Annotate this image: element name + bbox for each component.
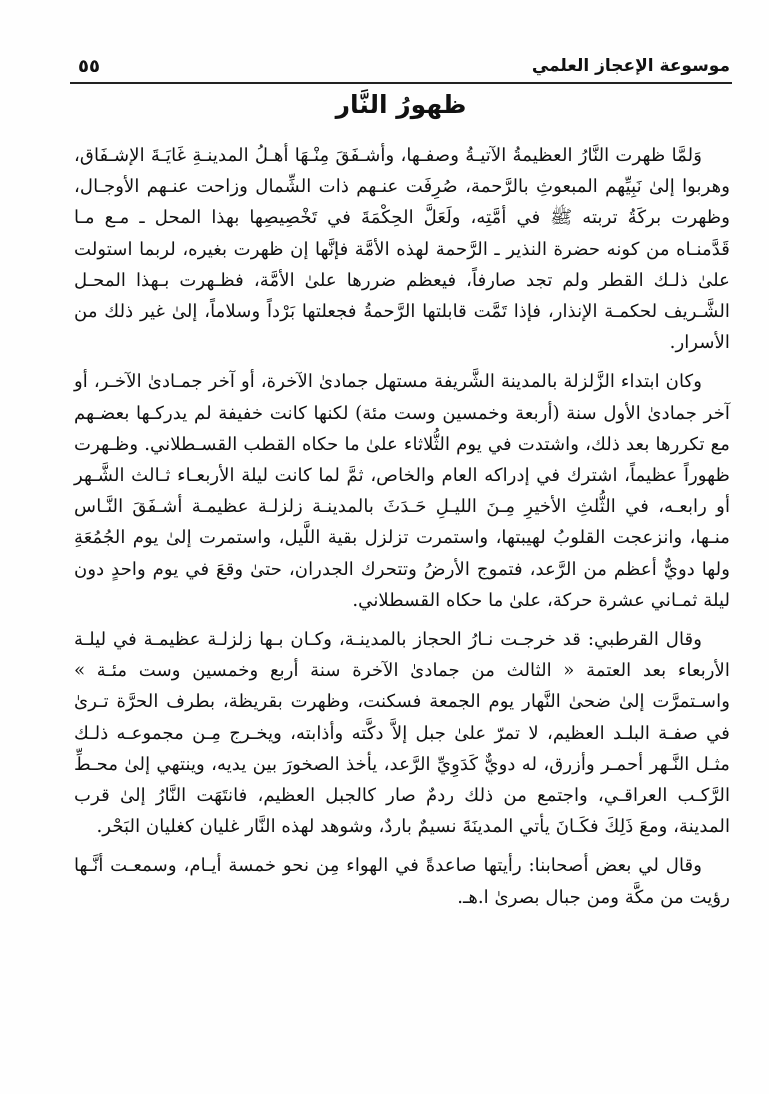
body-text bbox=[74, 140, 730, 921]
paragraph: وَلمَّا ظهرت النَّارُ العظيمةُ الآتيـةُ وصفـها، وأشـفَقَ مِنْـهَا أهـلُ المدينـةِ غَايَـةَ الإشـفَاق، وهربوا إلىٰ نَبِيِّهم المبعوثِ بالرَّحمة، صُرِفَت عنـهم ذات الشِّمال وزاحت عنـهم الأوجـال، وظهرت بركَةُ تربته ﷺ في أمَّتِه، ولَعَلَّ الحِكْمَةَ في تَخْصِيصِها بهذا المحل ـ مـع مـا قَدَّمنـاه من كونه حضرة النذير ـ الرَّحمة لهذه الأمَّة فإنَّها إن ظهرت بغيره، لربما استولت علىٰ ذلـك القطر ولم تجد صارفاً، فيعظم ضررها علىٰ الأمَّة، فظـهرت بـهذا المحـل الشَّـريف لحكمـة الإنذار، فإذا تَمَّت قابلتها الرَّحمةُ فجعلتها بَرْداً وسلاماً، إلىٰ غير ذلك من الأسرار. bbox=[74, 145, 730, 354]
header-divider bbox=[70, 82, 732, 84]
paragraph: وقال القرطبي: قد خرجـت نـارُ الحجاز بالمدينـة، وكـان بـها زلزلـة عظيمـة في ليلـة الأربعاء بعد العتمة « الثالث من جمادىٰ الآخرة سنة أربع وخمسين وست مئـة » واسـتمرَّت إلىٰ ضحىٰ النَّهار يوم الجمعة فسكنت، وظهرت بقريظة، بطرف الحرَّة تـرىٰ في صفـة البلـد العظيم، لا تمرّ علىٰ جبل إلاَّ دكَّته وأذابته، ويخـرج مِـن مجموعـه ذلـك مثـل النَّـهر أحمـر وأزرق، له دويٌّ كَدَوِيِّ الرَّعد، يأخذ الصخورَ بين يديه، وينتهي إلىٰ محـطِّ الرَّكـب العراقـي، واجتمع من ذلك ردمٌ صار كالجبل العظيم، فانتَهَت النَّارُ إلىٰ قرب المدينة، ومعَ ذَلِكَ فكَـانَ يأتي المدينَةَ نسيمٌ باردٌ، وشوهد لهذه النَّار غليان كغليان البَحْر. bbox=[74, 629, 730, 838]
paragraph: وقال لي بعض أصحابنا: رأيتها صاعدةً في الهواء مِن نحو خمسة أيـام، وسمعـت أنَّـها رؤيت من مكَّة ومن جبال بصرىٰ ا.هـ. bbox=[74, 855, 730, 908]
book-title: موسوعة الإعجاز العلمي bbox=[531, 56, 730, 76]
section-title: ظهورُ النَّار bbox=[335, 90, 467, 119]
running-header bbox=[70, 52, 730, 82]
paragraph: وكان ابتداء الزَّلزلة بالمدينة الشَّريفة مستهل جمادىٰ الآخرة، أو آخر جمـادىٰ الآخـر، أو آخر جمادىٰ الأول سنة (أربعة وخمسين وست مئة) لكنها كانت خفيفة لم يدركـها بعضـهم مع تكررها بعد ذلك، واشتدت في يوم الثُّلاثاء علىٰ ما حكاه القطب القسـطلاني. وظـهرت ظهوراً عظيماً، اشترك في إدراكه العام والخاص، ثمَّ لما كانت ليلة الأربعـاء ثـالث الشَّـهر أو رابعـه، في الثُّلثِ الأخيرِ مِـنَ الليـلِ حَـدَثَ بالمدينـة زلزلـة عظيمـة أشـفَقَ النَّـاس منـها، وانزعجت القلوبُ لهيبتها، واستمرت تزلزل بقية اللَّيل، واستمرت إلىٰ يوم الجُمُعَةِ ولها دويٌّ أعظم من الرَّعد، فتموج الأرضُ وتتحرك الجدران، حتىٰ وقعَ في يوم واحدٍ دون ليلة ثمـاني عشرة حركة، علىٰ ما حكاه القسطلاني. bbox=[74, 371, 730, 611]
page-number: ٥٥ bbox=[78, 56, 100, 77]
